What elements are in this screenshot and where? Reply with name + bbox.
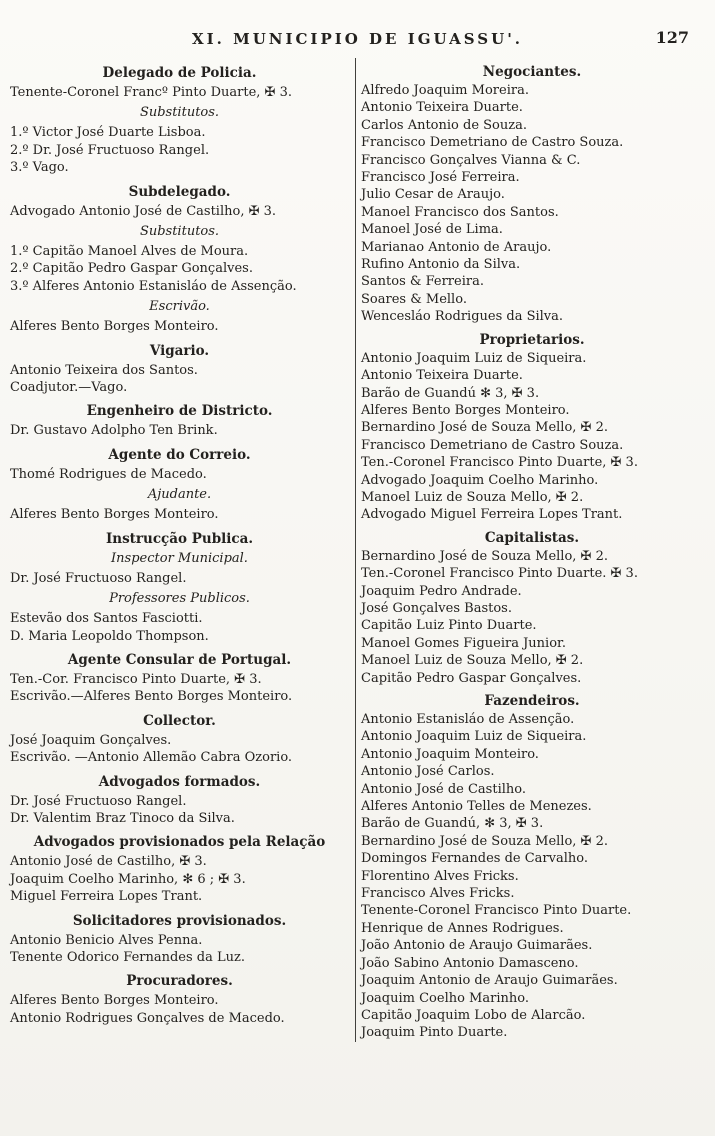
- directory-entry: Alferes Bento Borges Monteiro.: [10, 319, 219, 335]
- directory-entry: Joaquim Coelho Marinho.: [361, 990, 529, 1006]
- directory-entry: Henrique de Annes Rodrigues.: [361, 920, 564, 936]
- directory-entry: Joaquim Coelho Marinho, ✻ 6 ; ✠ 3.: [10, 871, 246, 887]
- directory-entry: Thomé Rodrigues de Macedo.: [10, 466, 207, 482]
- section-heading: Agente Consular de Portugal.: [67, 651, 292, 668]
- section-heading: Subdelegado.: [128, 183, 231, 200]
- directory-entry: Bernardino José de Souza Mello, ✠ 2.: [361, 420, 608, 436]
- section-heading: Delegado de Policia.: [102, 65, 257, 81]
- directory-entry: Alferes Bento Borges Monteiro.: [10, 507, 219, 523]
- directory-entry: Bernardino José de Souza Mello, ✠ 2.: [361, 548, 608, 564]
- directory-entry: Francisco Gonçalves Vianna & C.: [361, 152, 581, 168]
- two-column-layout: [0, 56, 715, 1052]
- directory-entry: Joaquim Antonio de Araujo Guimarães.: [361, 973, 618, 989]
- section-subheading: Substitutos.: [139, 105, 220, 121]
- column-left: [10, 58, 355, 1042]
- directory-entry: Advogado Miguel Ferreira Lopes Trant.: [361, 507, 623, 523]
- directory-entry: João Antonio de Araujo Guimarães.: [361, 938, 593, 954]
- directory-entry: Marianao Antonio de Araujo.: [361, 239, 552, 255]
- section-subheading: Escrivão.: [149, 299, 210, 315]
- section-heading: Procuradores.: [126, 973, 233, 990]
- directory-entry: Francisco Demetriano de Castro Souza.: [361, 135, 624, 151]
- directory-entry: Barão de Guandú ✻ 3, ✠ 3.: [361, 385, 540, 401]
- directory-entry: Miguel Ferreira Lopes Trant.: [10, 889, 203, 905]
- page-number: 127: [655, 28, 689, 47]
- directory-entry: Francisco Demetriano de Castro Souza.: [361, 437, 624, 453]
- directory-entry: Antonio Teixeira Duarte.: [361, 100, 523, 116]
- directory-entry: Antonio Joaquim Luiz de Siqueira.: [361, 729, 587, 745]
- directory-entry: Soares & Mello.: [361, 291, 467, 307]
- directory-entry: 1.º Capitão Manoel Alves de Moura.: [10, 244, 249, 260]
- directory-entry: 3.º Vago.: [10, 160, 69, 176]
- directory-entry: Tenente Odorico Fernandes da Luz.: [10, 949, 245, 965]
- directory-entry: Dr. José Fructuoso Rangel.: [10, 570, 187, 586]
- directory-entry: Bernardino José de Souza Mello, ✠ 2.: [361, 833, 608, 849]
- column-right: [355, 58, 703, 1042]
- directory-entry: João Sabino Antonio Damasceno.: [361, 955, 579, 971]
- directory-entry: Carlos Antonio de Souza.: [361, 117, 527, 133]
- directory-entry: Antonio Estanisláo de Assenção.: [361, 712, 575, 727]
- directory-entry: Manoel Luiz de Souza Mello, ✠ 2.: [361, 489, 584, 505]
- directory-entry: D. Maria Leopoldo Thompson.: [10, 628, 209, 644]
- section-heading: Collector.: [143, 712, 216, 729]
- directory-entry: Capitão Joaquim Lobo de Alarcão.: [361, 1007, 586, 1023]
- directory-entry: Alferes Bento Borges Monteiro.: [361, 402, 570, 418]
- directory-entry: 3.º Alferes Antonio Estanisláo de Assenção.: [10, 278, 297, 294]
- directory-entry: Tenente-Coronel Francisco Pinto Duarte.: [361, 903, 632, 919]
- directory-entry: Manoel Francisco dos Santos.: [361, 204, 559, 220]
- directory-entry: Domingos Fernandes de Carvalho.: [361, 851, 589, 867]
- section-heading: Negociantes.: [482, 64, 582, 80]
- directory-entry: Joaquim Pedro Andrade.: [361, 583, 522, 599]
- directory-entry: Ten.-Coronel Francisco Pinto Duarte. ✠ 3.: [361, 566, 638, 582]
- directory-entry: Florentino Alves Fricks.: [361, 868, 519, 884]
- directory-entry: Escrivão. —Antonio Allemão Cabra Ozorio.: [10, 750, 293, 766]
- section-heading: Vigario.: [149, 342, 210, 359]
- directory-entry: Antonio Joaquim Monteiro.: [361, 746, 539, 762]
- directory-entry: Manoel Gomes Figueira Junior.: [361, 635, 566, 651]
- directory-entry: Antonio Rodrigues Gonçalves de Macedo.: [10, 1010, 285, 1026]
- directory-entry: Capitão Luiz Pinto Duarte.: [361, 618, 537, 634]
- section-heading: Advogados provisionados pela Relação: [33, 834, 326, 851]
- directory-entry: Escrivão.—Alferes Bento Borges Monteiro.: [10, 689, 293, 705]
- section-heading: Proprietarios.: [479, 331, 585, 348]
- directory-entry: Dr. José Fructuoso Rangel.: [10, 793, 187, 809]
- directory-entry: 2.º Capitão Pedro Gaspar Gonçalves.: [10, 261, 253, 277]
- section-heading: Engenheiro de Districto.: [86, 403, 273, 420]
- directory-entry: Estevão dos Santos Fasciotti.: [10, 611, 203, 627]
- directory-entry: Manoel José de Lima.: [361, 222, 503, 238]
- section-heading: Fazendeiros.: [484, 693, 580, 709]
- section-heading: Advogados formados.: [98, 773, 261, 790]
- directory-entry: Antonio José Carlos.: [361, 764, 495, 780]
- directory-entry: Julio Cesar de Araujo.: [361, 187, 505, 203]
- section-heading: Agente do Correio.: [108, 446, 251, 463]
- directory-entry: Barão de Guandú, ✻ 3, ✠ 3.: [361, 816, 544, 832]
- page-header: [0, 0, 715, 56]
- directory-entry: Tenente-Coronel Francº Pinto Duarte, ✠ 3.: [10, 85, 292, 100]
- section-heading: Instrucção Publica.: [105, 530, 254, 547]
- section-subheading: Inspector Municipal.: [111, 550, 248, 566]
- directory-entry: Antonio Benicio Alves Penna.: [10, 932, 203, 948]
- directory-entry: Alfredo Joaquim Moreira.: [361, 83, 529, 98]
- directory-entry: José Gonçalves Bastos.: [361, 600, 512, 616]
- directory-entry: Advogado Joaquim Coelho Marinho.: [361, 472, 599, 488]
- directory-entry: Joaquim Pinto Duarte.: [361, 1025, 508, 1041]
- directory-entry: Manoel Luiz de Souza Mello, ✠ 2.: [361, 653, 584, 669]
- directory-entry: Antonio Teixeira dos Santos.: [10, 362, 198, 378]
- directory-entry: 1.º Victor José Duarte Lisboa.: [10, 125, 206, 141]
- directory-entry: Ten.-Cor. Francisco Pinto Duarte, ✠ 3.: [10, 671, 262, 687]
- section-subheading: Substitutos.: [139, 224, 220, 240]
- section-subheading: Ajudante.: [147, 487, 212, 503]
- section-heading: Solicitadores provisionados.: [72, 912, 287, 929]
- page-title: XI. MUNICIPIO DE IGUASSU'.: [191, 30, 524, 48]
- directory-entry: Advogado Antonio José de Castilho, ✠ 3.: [10, 203, 277, 219]
- directory-entry: Rufino Antonio da Silva.: [361, 257, 521, 273]
- directory-entry: Alferes Antonio Telles de Menezes.: [361, 799, 592, 815]
- directory-entry: Antonio José de Castilho.: [361, 781, 526, 797]
- section-heading: Capitalistas.: [484, 529, 580, 546]
- directory-entry: José Joaquim Gonçalves.: [10, 732, 172, 748]
- directory-entry: Dr. Valentim Braz Tinoco da Silva.: [10, 810, 235, 826]
- directory-entry: Antonio Teixeira Duarte.: [361, 368, 523, 384]
- directory-entry: Antonio José de Castilho, ✠ 3.: [10, 854, 207, 870]
- section-subheading: Professores Publicos.: [109, 591, 250, 607]
- directory-entry: Wencesláo Rodrigues da Silva.: [361, 309, 564, 325]
- directory-entry: Francisco Alves Fricks.: [361, 886, 515, 902]
- directory-entry: Capitão Pedro Gaspar Gonçalves.: [361, 670, 582, 686]
- directory-entry: Santos & Ferreira.: [361, 274, 484, 290]
- directory-entry: Coadjutor.—Vago.: [10, 380, 128, 396]
- directory-entry: 2.º Dr. José Fructuoso Rangel.: [10, 142, 210, 158]
- directory-entry: Ten.-Coronel Francisco Pinto Duarte, ✠ 3.: [361, 455, 638, 471]
- directory-entry: Alferes Bento Borges Monteiro.: [10, 993, 219, 1009]
- directory-entry: Francisco José Ferreira.: [361, 170, 520, 186]
- directory-entry: Antonio Joaquim Luiz de Siqueira.: [361, 350, 587, 366]
- directory-entry: Dr. Gustavo Adolpho Ten Brink.: [10, 423, 218, 439]
